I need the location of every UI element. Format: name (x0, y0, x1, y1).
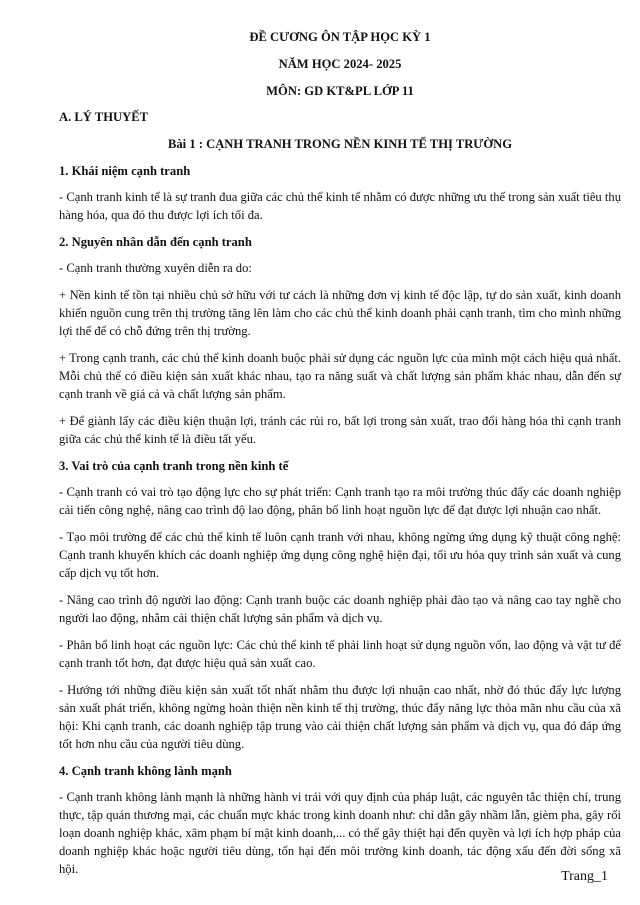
paragraph: + Để giành lấy các điều kiện thuận lợi, tránh các rủi ro, bất lợi trong sản xuất, trao đổi hàng hóa thì cạnh tranh giữa các chủ thể kinh tế là điều tất yếu. (59, 414, 621, 446)
paragraph: - Cạnh tranh có vai trò tạo động lực cho sự phát triển: Cạnh tranh tạo ra môi trường thúc đẩy các doanh nghiệp cải tiến công nghệ, nâng cao trình độ lao động, phân bổ linh hoạt nguồn lực để đạt được lợi nhuận cao nhất. (59, 485, 621, 517)
subject: MÔN: GD KT&PL LỚP 11 (266, 84, 414, 98)
heading-1: 1. Khái niệm cạnh tranh (59, 164, 191, 178)
paragraph: - Cạnh tranh kinh tế là sự tranh đua giữa các chủ thể kinh tế nhằm có được những ưu thế trong sản xuất tiêu thụ hàng hóa, qua đó thu được lợi ích tối đa. (59, 190, 621, 222)
paragraph: - Nâng cao trình độ người lao động: Cạnh tranh buộc các doanh nghiệp phải đào tạo và nâng cao tay nghề cho người lao động, nhằm cải thiện chất lượng sản phẩm và dịch vụ. (59, 593, 621, 625)
section-heading-a: A. LÝ THUYẾT (59, 110, 148, 124)
content (59, 108, 621, 887)
heading-3: 3. Vai trò của cạnh tranh trong nền kinh tế (59, 459, 289, 473)
paragraph: - Hướng tới những điều kiện sản xuất tốt nhất nhằm thu được lợi nhuận cao nhất, nhờ đó thúc đẩy lực lượng sản xuất phát triển, không ngừng hoàn thiện nền kinh tế thị trường, thúc đẩy năng lực thỏa mãn nhu cầu của xã hội: Khi cạnh tranh, các doanh nghiệp tập trung vào cải thiện chất lượng sản phẩm và dịch vụ, qua đó đáp ứng tốt hơn nhu cầu của người tiêu dùng. (59, 683, 621, 751)
lesson-title: Bài 1 : CẠNH TRANH TRONG NỀN KINH TẾ THỊ TRƯỜNG (167, 137, 513, 151)
school-year: NĂM HỌC 2024- 2025 (278, 57, 402, 71)
heading-2: 2. Nguyên nhân dẫn đến cạnh tranh (59, 235, 252, 249)
paragraph: - Tạo môi trường để các chủ thể kinh tế luôn cạnh tranh với nhau, không ngừng ứng dụng kỹ thuật công nghệ: Cạnh tranh khuyến khích các doanh nghiệp ứng dụng công nghệ hiện đại, tối ưu hóa quy trình sản xuất và cung cấp dịch vụ tốt hơn. (59, 530, 621, 580)
paragraph: + Nền kinh tế tồn tại nhiều chủ sở hữu với tư cách là những đơn vị kinh tế độc lập, tự do sản xuất, kinh doanh khiến nguồn cung trên thị trường tăng lên làm cho các chủ thể kinh doanh phải cạnh tranh, tìm cho mình những lợi thế để có chỗ đứng trên thị trường. (59, 288, 621, 338)
page-number: Trang_1 (561, 869, 608, 884)
paragraph: - Cạnh tranh thường xuyên diễn ra do: (59, 261, 252, 275)
paragraph: + Trong cạnh tranh, các chủ thể kinh doanh buộc phải sử dụng các nguồn lực của mình một cách hiệu quả nhất. Mỗi chủ thể có điều kiện sản xuất khác nhau, tạo ra năng suất và chất lượng sản phẩm khác nhau, dẫn đến sự cạnh tranh về giá cả và chất lượng sản phẩm. (59, 351, 621, 401)
heading-4: 4. Cạnh tranh không lành mạnh (59, 764, 232, 778)
doc-title: ĐỀ CƯƠNG ÔN TẬP HỌC KỲ 1 (249, 30, 431, 44)
paragraph: - Phân bổ linh hoạt các nguồn lực: Các chủ thể kinh tế phải linh hoạt sử dụng nguồn vốn, lao động và vật tư để cạnh tranh tốt hơn, đạt được hiệu quả sản xuất cao. (59, 638, 621, 670)
paragraph: - Cạnh tranh không lành mạnh là những hành vi trái với quy định của pháp luật, các nguyên tắc thiện chí, trung thực, tập quán thương mại, các chuẩn mực khác trong kinh doanh như: chỉ dẫn gây nhầm lẫn, gièm pha, gây rối loạn doanh nghiệp khác, xâm phạm bí mật kinh doanh,... có thể gây thiệt hại đến quyền và lợi ích hợp pháp của doanh nghiệp khác hoặc người tiêu dùng, tổn hại đến môi trường kinh doanh, tác động xấu đến đời sống xã hội. (59, 790, 621, 876)
